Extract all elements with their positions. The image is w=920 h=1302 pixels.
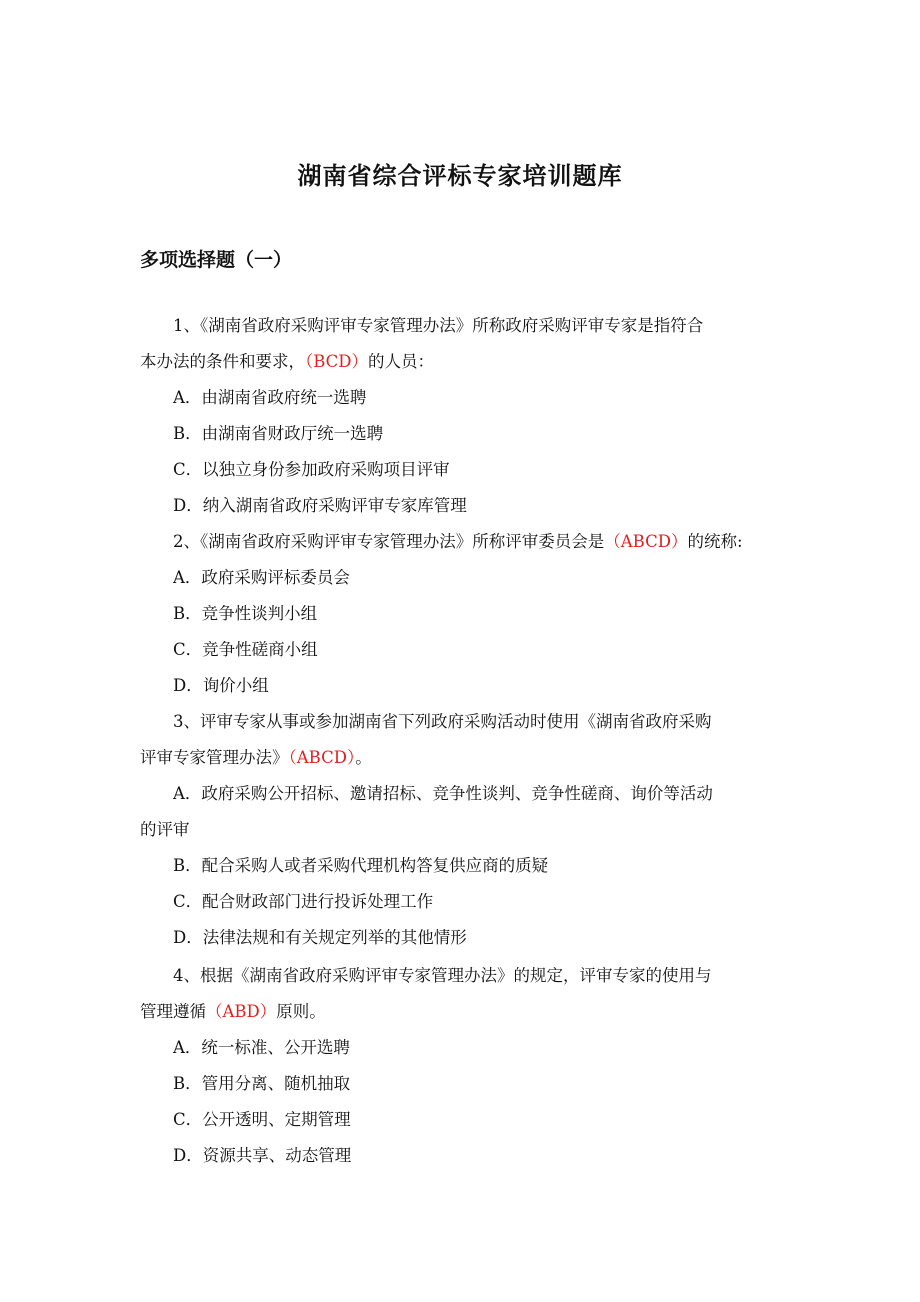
document-title: 湖南省综合评标专家培训题库 — [297, 162, 623, 190]
question-4-answer: （ABD） — [206, 1002, 277, 1021]
question-3-option-b: B．配合采购人或者采购代理机构答复供应商的质疑 — [173, 856, 549, 875]
question-3-text-cont: 评审专家管理办法》（ABCD）。 — [140, 748, 372, 767]
question-1-option-b: B．由湖南省财政厅统一选聘 — [173, 424, 384, 443]
question-3-text: 3、评审专家从事或参加湖南省下列政府采购活动时使用《湖南省政府采购 — [173, 712, 712, 731]
question-4-option-c: C．公开透明、定期管理 — [173, 1110, 351, 1129]
question-3-answer: （ABCD） — [288, 748, 356, 767]
question-3-option-d: D．法律法规和有关规定列举的其他情形 — [173, 928, 467, 947]
question-2-option-b: B．竞争性谈判小组 — [173, 604, 318, 623]
question-3-option-a-cont: 的评审 — [140, 820, 190, 839]
question-1-answer: （BCD） — [305, 352, 369, 371]
question-2-option-c: C．竞争性磋商小组 — [173, 640, 318, 659]
question-3-option-a: A．政府采购公开招标、邀请招标、竞争性谈判、竞争性磋商、询价等活动 — [173, 784, 713, 803]
question-2-option-a: A．政府采购评标委员会 — [173, 568, 350, 587]
question-4-option-d: D．资源共享、动态管理 — [173, 1146, 352, 1165]
question-4-option-a: A．统一标准、公开选聘 — [173, 1038, 350, 1057]
question-1-text: 1、《湖南省政府采购评审专家管理办法》所称政府采购评审专家是指符合 — [173, 316, 704, 335]
question-1-text-cont: 本办法的条件和要求，（BCD）的人员： — [140, 352, 435, 371]
section-heading: 多项选择题（一） — [140, 249, 293, 271]
question-4-option-b: B．管用分离、随机抽取 — [173, 1074, 351, 1093]
question-2-text: 2、《湖南省政府采购评审专家管理办法》所称评审委员会是（ABCD）的统称: — [173, 532, 743, 551]
question-1-option-d: D．纳入湖南省政府采购评审专家库管理 — [173, 496, 467, 515]
question-2-option-d: D．询价小组 — [173, 676, 269, 695]
question-4-text-cont: 管理遵循（ABD）原则。 — [140, 1002, 326, 1021]
question-2-answer: （ABCD） — [604, 532, 688, 551]
question-3-option-c: C．配合财政部门进行投诉处理工作 — [173, 892, 434, 911]
question-1-option-c: C．以独立身份参加政府采购项目评审 — [173, 460, 450, 479]
question-1-option-a: A．由湖南省政府统一选聘 — [173, 388, 367, 407]
question-4-text: 4、根据《湖南省政府采购评审专家管理办法》的规定，评审专家的使用与 — [173, 966, 712, 985]
